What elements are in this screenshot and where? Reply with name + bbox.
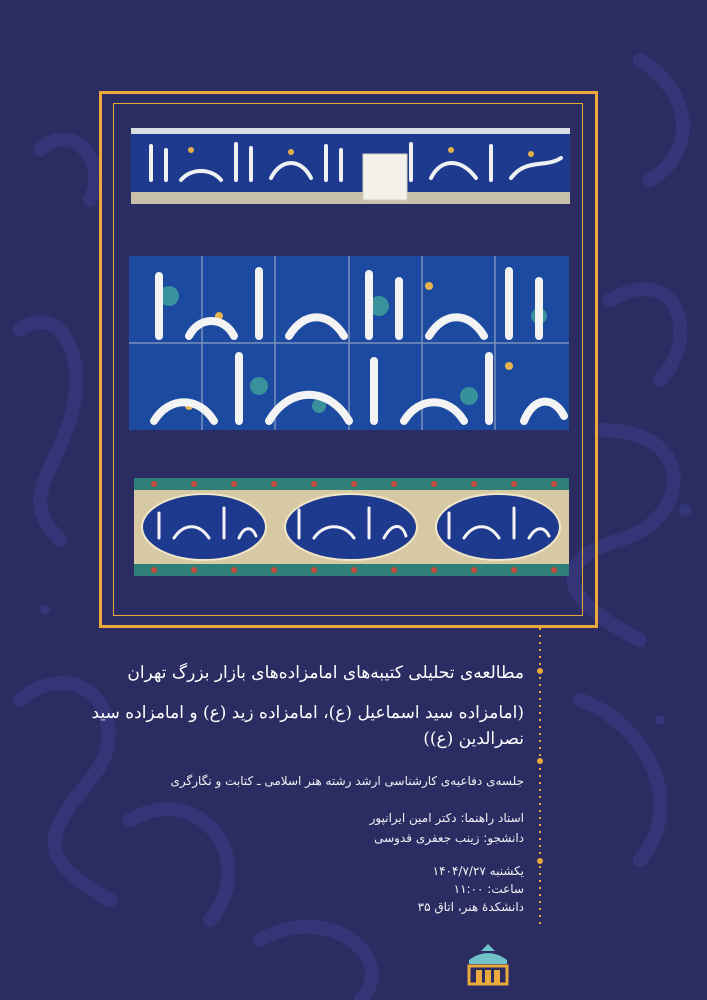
- date-label: یکشنبه ۱۴۰۴/۷/۲۷: [432, 864, 524, 878]
- inscription-tile-image-1: [131, 128, 570, 204]
- location-label: دانشکدهٔ هنر، اتاق ۳۵: [417, 900, 524, 914]
- defense-session-label: جلسه‌ی دفاعیه‌ی کارشناسی ارشد رشته هنر اسلامی ـ کتابت و نگارگری: [170, 774, 524, 788]
- inscription-tile-image-3: [134, 478, 569, 576]
- poster-text: [64, 660, 524, 916]
- decorative-timeline: [539, 628, 541, 928]
- thesis-title-subjects: (امامزاده سید اسماعیل (ع)، امامزاده زید (ع) و امامزاده سید نصرالدین (ع)): [91, 703, 524, 749]
- advisor-label: استاد راهنما: دکتر امین ایرانپور: [369, 811, 524, 825]
- university-logo-icon: [461, 942, 515, 988]
- student-label: دانشجو: زینب جعفری قدوسی: [374, 831, 524, 845]
- time-label: ساعت: ۱۱:۰۰: [453, 882, 524, 896]
- thesis-title: مطالعه‌ی تحلیلی کتیبه‌های امامزاده‌های بازار بزرگ تهران: [127, 663, 524, 683]
- inscription-tile-image-2: [129, 256, 569, 430]
